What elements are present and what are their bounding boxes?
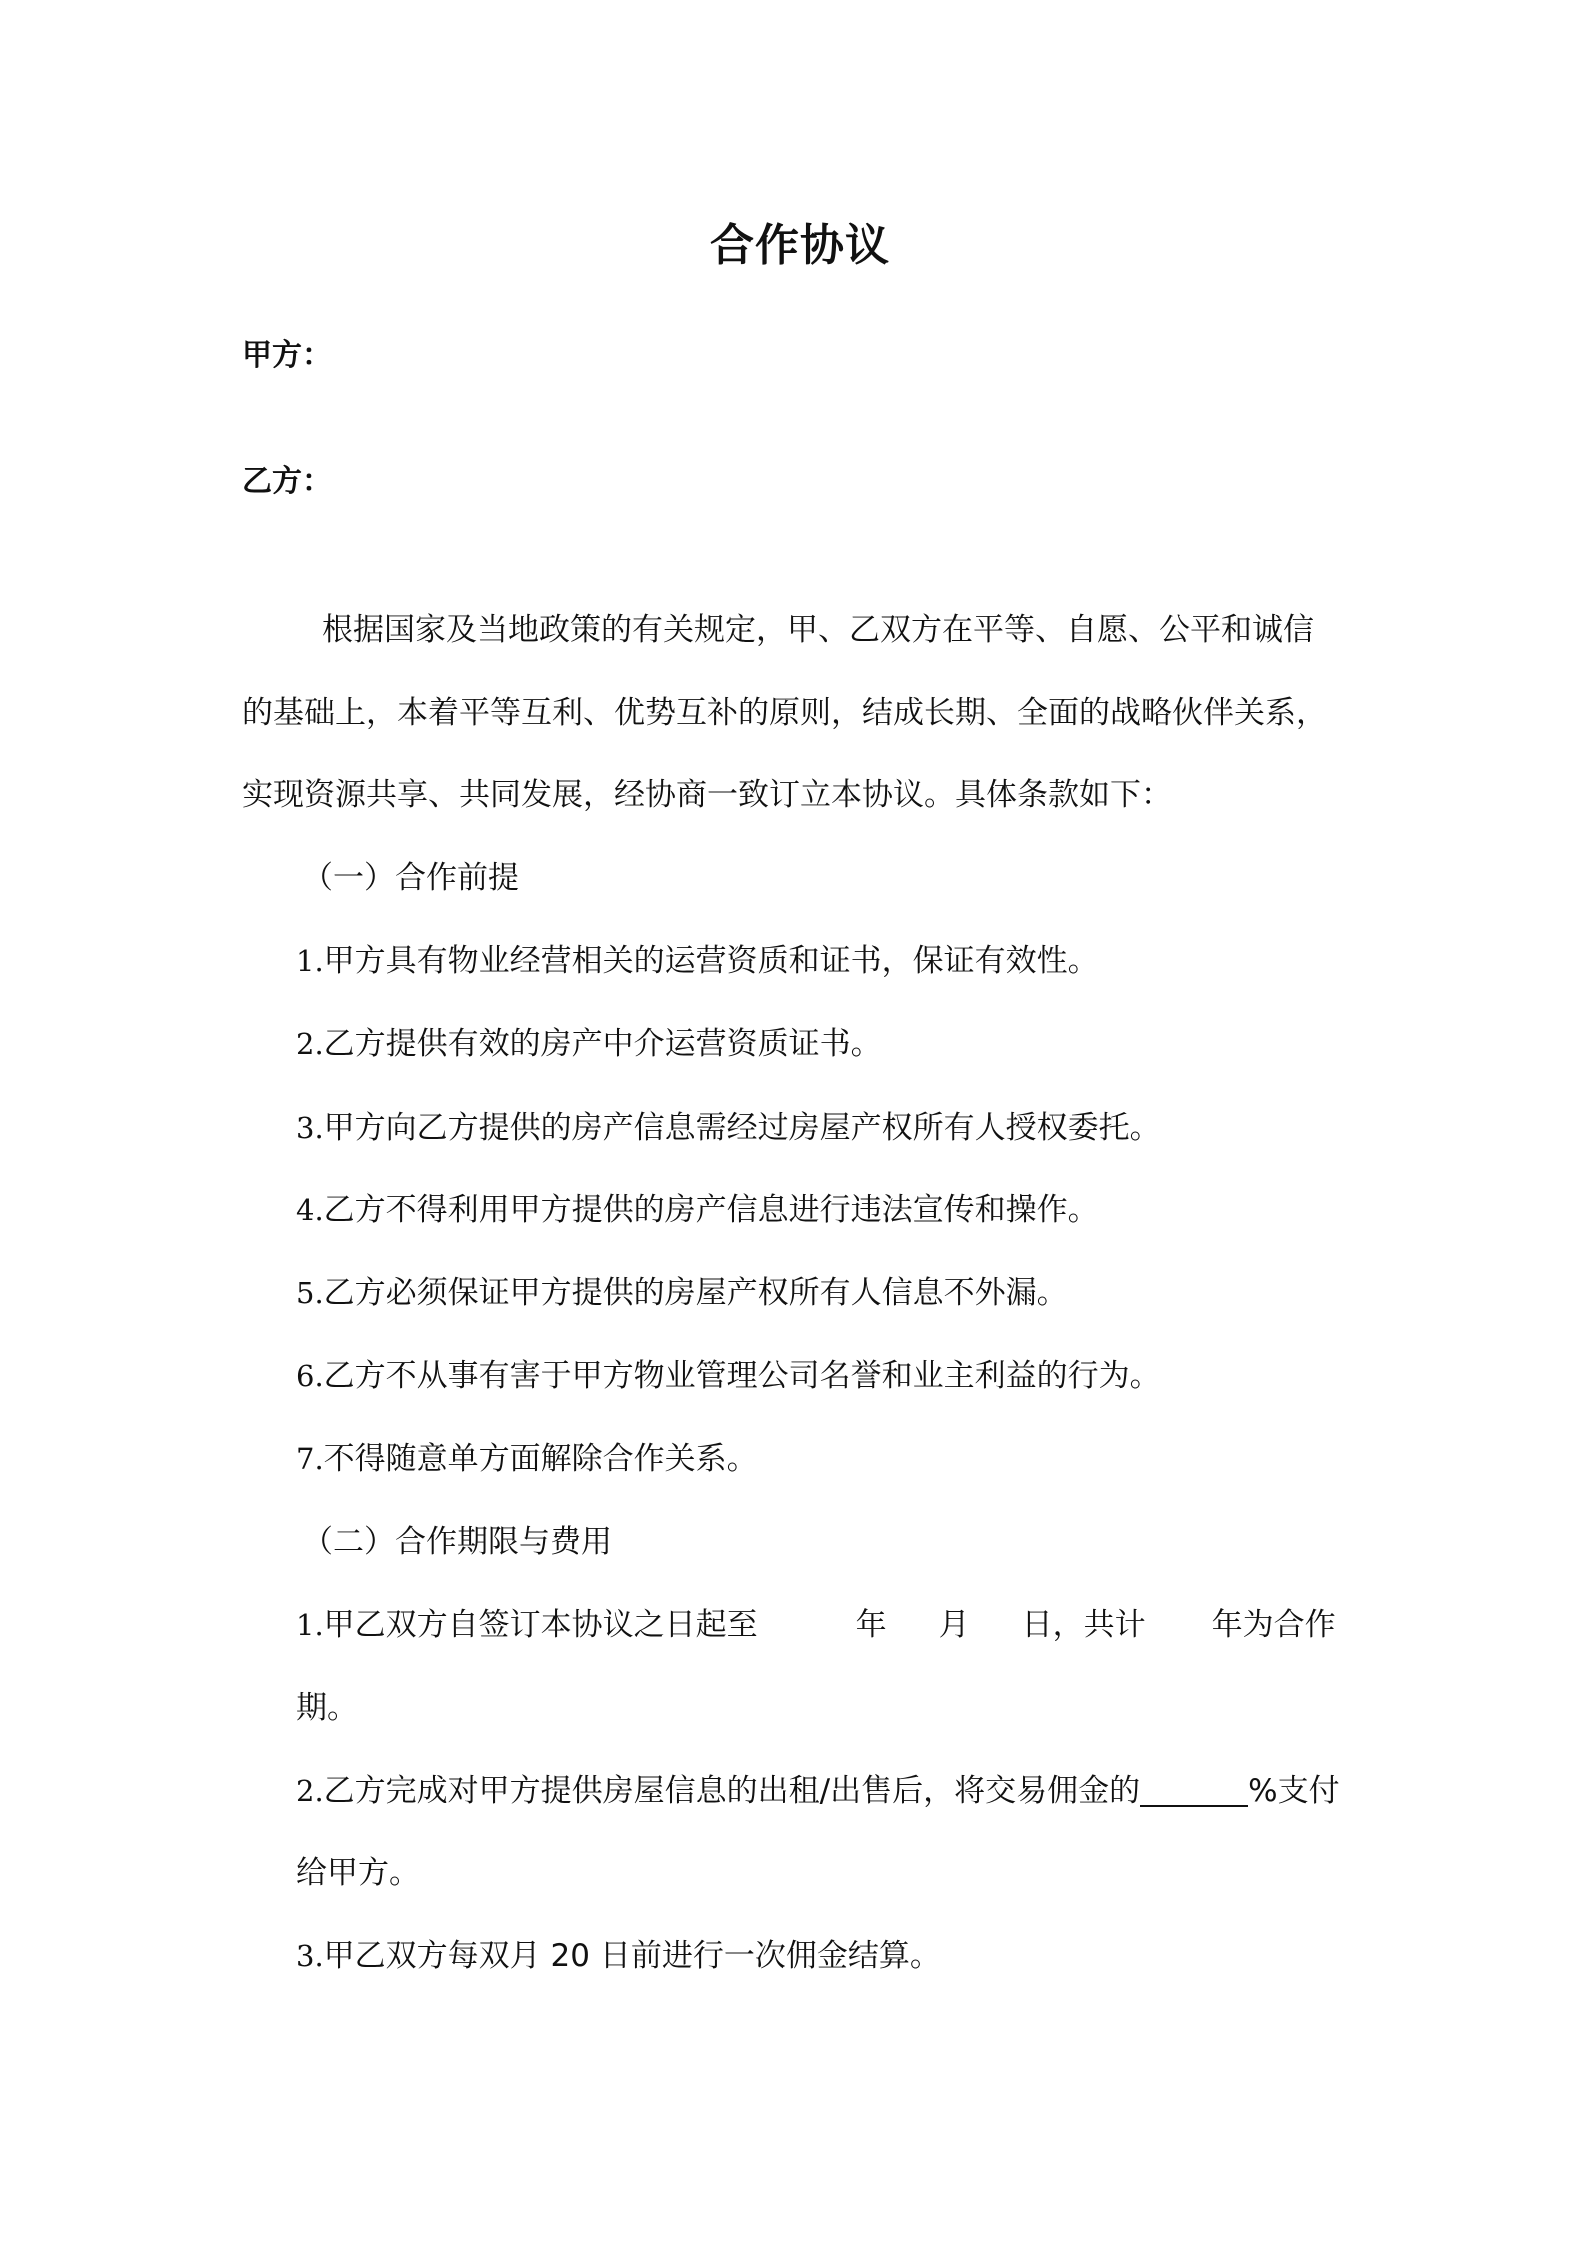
section-1-item-1	[296, 941, 1099, 981]
section-2-item-2-wrap: 给甲方。	[296, 1855, 420, 1891]
item-text: 甲乙双方每双月 20 日前进行一次佣金结算。	[323, 1938, 941, 1974]
item-text: 甲方向乙方提供的房产信息需经过房屋产权所有人授权委托。	[323, 1110, 1161, 1146]
item-text-end: %支付	[1248, 1773, 1340, 1809]
item-text: 甲方具有物业经营相关的运营资质和证书，保证有效性。	[323, 943, 1099, 979]
day-label: 日，共计	[1021, 1607, 1146, 1643]
party-b-label: 乙方：	[242, 464, 332, 499]
item-text: 乙方提供有效的房产中介运营资质证书。	[323, 1026, 882, 1062]
section-1-item-7	[296, 1439, 758, 1479]
section-2-heading: （二）合作期限与费用	[302, 1524, 612, 1560]
period-label: 年为合作	[1211, 1607, 1336, 1643]
document-title: 合作协议	[710, 220, 890, 271]
section-1-heading: （一）合作前提	[302, 860, 519, 896]
party-a-label: 甲方：	[242, 338, 332, 373]
intro-line-1: 根据国家及当地政策的有关规定，甲、乙双方在平等、自愿、公平和诚信	[322, 612, 1314, 648]
item-number: 3.	[296, 1939, 324, 1973]
section-2-item-2	[296, 1771, 1340, 1811]
item-number: 1.	[296, 944, 324, 978]
item-number: 2.	[296, 1027, 324, 1061]
item-number: 5.	[296, 1276, 324, 1310]
item-text: 乙方不得利用甲方提供的房产信息进行违法宣传和操作。	[323, 1192, 1099, 1228]
item-text-start: 甲乙双方自签订本协议之日起至	[323, 1607, 758, 1643]
item-number: 1.	[296, 1608, 324, 1642]
percent-blank	[1140, 1773, 1248, 1807]
section-2-item-3	[296, 1936, 941, 1976]
item-text-start: 乙方完成对甲方提供房屋信息的出租/出售后，将交易佣金的	[323, 1773, 1141, 1809]
item-text: 乙方不从事有害于甲方物业管理公司名誉和业主利益的行为。	[323, 1358, 1161, 1394]
item-number: 6.	[296, 1359, 324, 1393]
section-2-item-1-wrap: 期。	[296, 1690, 358, 1726]
section-1-item-3	[296, 1108, 1161, 1148]
section-1-item-6	[296, 1356, 1161, 1396]
intro-line-2: 的基础上，本着平等互利、优势互补的原则，结成长期、全面的战略伙伴关系，	[242, 695, 1327, 731]
year-label: 年	[855, 1607, 887, 1643]
item-number: 7.	[296, 1442, 324, 1476]
section-1-item-2	[296, 1024, 882, 1064]
month-label: 月	[938, 1607, 970, 1643]
item-number: 3.	[296, 1111, 324, 1145]
item-number: 4.	[296, 1193, 324, 1227]
section-2-item-1	[296, 1605, 1336, 1645]
item-number: 2.	[296, 1774, 324, 1808]
intro-line-3: 实现资源共享、共同发展，经协商一致订立本协议。具体条款如下：	[242, 777, 1172, 813]
section-1-item-4	[296, 1190, 1099, 1230]
item-text: 不得随意单方面解除合作关系。	[323, 1441, 758, 1477]
item-text: 乙方必须保证甲方提供的房屋产权所有人信息不外漏。	[323, 1275, 1068, 1311]
section-1-item-5	[296, 1273, 1068, 1313]
